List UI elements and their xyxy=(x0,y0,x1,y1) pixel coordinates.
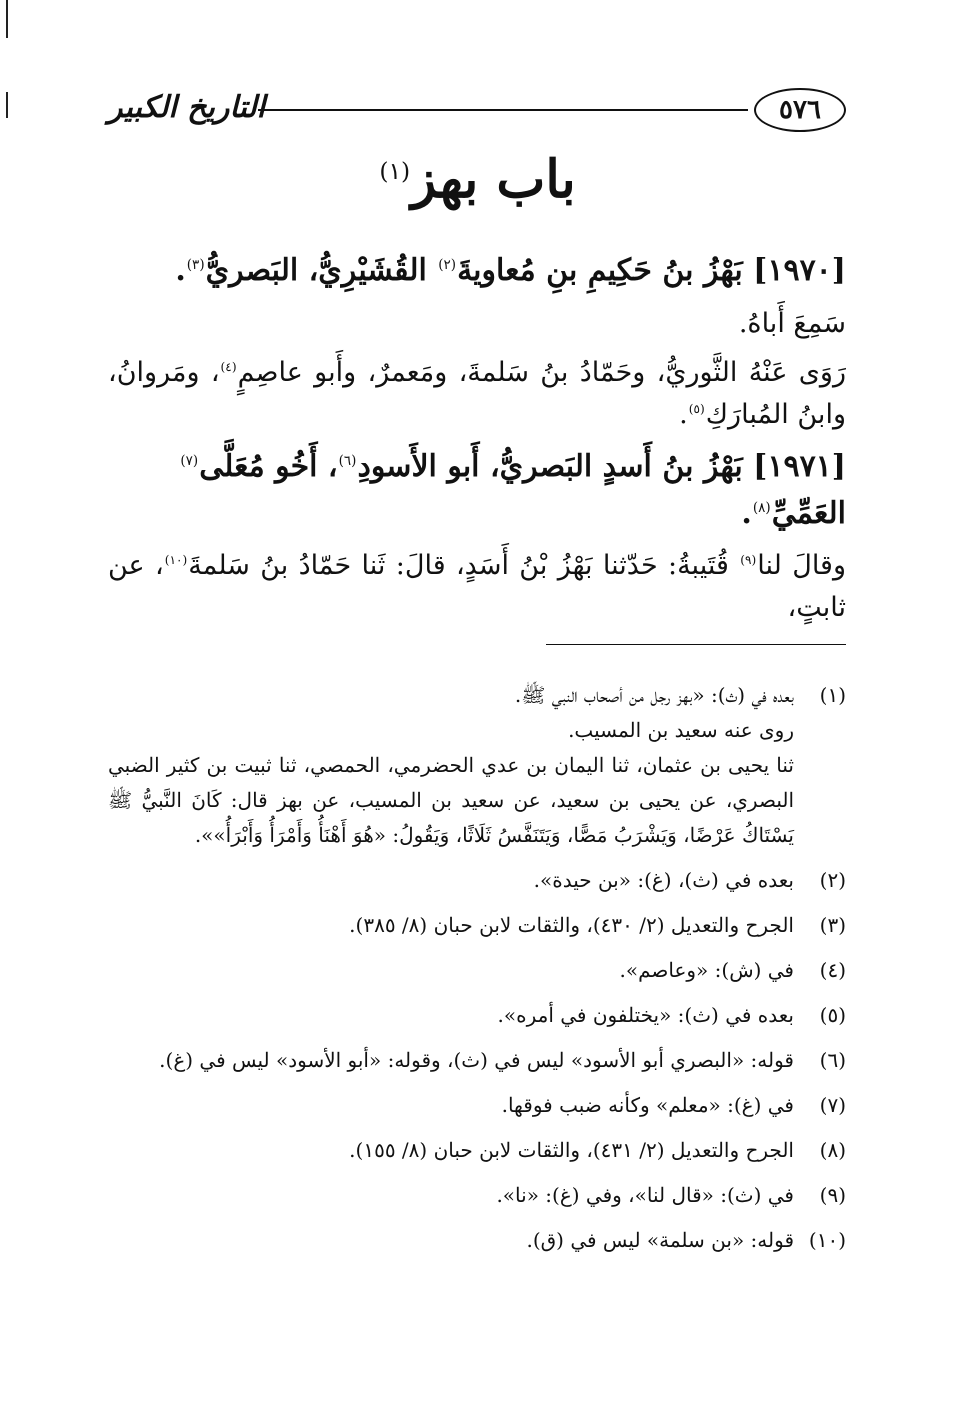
footnote-item xyxy=(108,908,846,943)
footnote-item xyxy=(108,1178,846,1213)
footnote-line: قوله: «البصري أبو الأسود» ليس في (ث)، وقوله: «أبو الأسود» ليس في (غ). xyxy=(159,1048,794,1072)
footnote-item xyxy=(108,863,846,898)
footnote-line: في (ش): «وعاصم». xyxy=(619,958,794,982)
page-header xyxy=(108,84,846,142)
entry-heading-text: العَمِّيِّ xyxy=(771,495,846,531)
entry-1970-line-1: سَمِعَ أَباهُ. xyxy=(738,307,846,339)
entry-1971-line-1 xyxy=(108,545,846,629)
entry-1971-heading xyxy=(108,444,846,537)
footnote-number: (٦) xyxy=(819,1048,846,1072)
entry-1970-line-2 xyxy=(108,352,846,436)
footnote-ref: (١) xyxy=(379,156,411,185)
footnote-line: الجرح والتعديل (٢/ ٤٣١)، والثقات لابن حبان (٨/ ١٥٥). xyxy=(349,1138,794,1162)
footnote-number: (٥) xyxy=(819,1003,846,1027)
page-edge-mark-top xyxy=(6,0,8,38)
footnote-number: (٧) xyxy=(819,1093,846,1117)
footnote-item xyxy=(108,1088,846,1123)
footnote-number: (٣) xyxy=(819,913,846,937)
entry-heading-text: [١٩٧١] بَهْزُ بنُ أَسدٍ البَصريُّ، أَبو الأَسودِ xyxy=(357,449,846,485)
page-number: ٥٧٦ xyxy=(754,88,846,132)
footnote-item xyxy=(108,1133,846,1168)
footnote-ref: (٩) xyxy=(740,553,757,568)
footnote-body xyxy=(108,1178,794,1213)
footnote-body xyxy=(108,1043,794,1078)
footnote-body xyxy=(108,1133,794,1168)
footnote-body xyxy=(108,678,794,853)
footnote-ref: (٧) xyxy=(180,453,199,470)
entry-text: ، ومَروانُ، وابنُ المُبارَكِ xyxy=(108,357,846,431)
entry-1970-heading xyxy=(108,248,846,295)
entry-text: ، عن ثابتٍ، xyxy=(108,550,846,623)
entry-heading-text: . xyxy=(175,253,186,288)
footnote-ref: (١٠) xyxy=(164,553,188,568)
footnote-body xyxy=(108,998,794,1033)
footnote-line: بعده في (ث): «بهز رجل من أصحاب النبي ﷺ. xyxy=(514,683,794,707)
footnote-number: (١٠) xyxy=(808,1228,846,1252)
footnote-body xyxy=(108,908,794,943)
footnote-number: (١) xyxy=(819,683,846,707)
entry-text: . xyxy=(679,399,688,431)
main-text xyxy=(108,248,846,637)
footnote-line: بعده في (ث): «يختلفون في أمره». xyxy=(497,1003,794,1027)
footnote-line: الجرح والتعديل (٢/ ٤٣٠)، والثقات لابن حبان (٨/ ٣٨٥). xyxy=(349,913,794,937)
footnote-line: بعده في (ث)، (غ): «بن حيدة». xyxy=(533,868,794,892)
footnote-line: في (غ): «معلم» وكأنه ضبب فوقها. xyxy=(501,1093,794,1117)
entry-heading-text: . xyxy=(741,495,752,531)
footnote-body xyxy=(108,1223,794,1258)
footnote-body xyxy=(108,1088,794,1123)
footnote-ref: (٨) xyxy=(752,499,771,516)
footnote-number: (٢) xyxy=(819,868,846,892)
footnote-item xyxy=(108,1223,846,1258)
footnote-line: ثنا يحيى بن عثمان، ثنا اليمان بن عدي الحضرمي، الحمصي، ثنا ثبيت بن كثير الضبي البصري، عن يحيى بن سعيد، عن سعيد بن المسيب، عن بهز قال: كَانَ النَّبيُّ ﷺ يَسْتَاكُ عَرْضًا، وَيَشْرَبُ مَصًّا، وَيَتَنَفَّسُ ثَلَاثًا، وَيَقُولُ: «هُوَ أَهْنَأُ وَأَمْرَأُ وَأَبْرَأُ»». xyxy=(108,753,794,847)
footnote-line: قوله: «بن سلمة» ليس في (ق). xyxy=(526,1228,794,1252)
footnote-item xyxy=(108,1043,846,1078)
chapter-title xyxy=(108,146,846,214)
footnote-ref: (٥) xyxy=(688,402,705,417)
footnote-line: في (ث): «قال لنا»، وفي (غ): «نا». xyxy=(496,1183,794,1207)
footnote-ref: (٣) xyxy=(186,257,205,273)
entry-heading-text: [١٩٧٠] بَهْزُ بنُ حَكِيمِ بنِ مُعاويةَ xyxy=(457,253,846,288)
page-edge-mark-middle xyxy=(6,92,8,118)
entry-text: رَوَى عَنْهُ الثَّوريُّ، وحَمّادُ بنُ سَلمةَ، ومَعمرٌ، وأَبو عاصِمٍ xyxy=(237,357,846,389)
footnote-line: روى عنه سعيد بن المسيب. xyxy=(568,718,794,742)
footnote-body xyxy=(108,953,794,988)
entry-text: وقالَ لنا xyxy=(757,550,846,582)
footnote-item xyxy=(108,953,846,988)
entry-heading-text: القُشَيْرِيُّ، البَصريُّ xyxy=(205,253,438,288)
footnote-ref: (٦) xyxy=(338,453,357,470)
footnote-divider xyxy=(546,644,846,645)
footnote-item xyxy=(108,998,846,1033)
entry-heading-text: ، أَخُو مُعَلَّى xyxy=(199,449,338,485)
entry-text: قُتَيبةُ: حَدّثنا بَهْزُ بْنُ أَسَدٍ، قالَ: ثَنا حَمّادُ بنُ سَلمةَ xyxy=(188,550,740,582)
footnotes xyxy=(108,678,846,1268)
footnote-item xyxy=(108,678,846,853)
running-title: التاريخ الكبير xyxy=(108,90,266,125)
footnote-number: (٨) xyxy=(819,1138,846,1162)
footnote-ref: (٢) xyxy=(438,257,457,273)
chapter-title-text: باب بهز xyxy=(411,149,576,210)
footnote-number: (٩) xyxy=(819,1183,846,1207)
header-rule xyxy=(258,109,748,111)
footnote-body xyxy=(108,863,794,898)
footnote-number: (٤) xyxy=(819,958,846,982)
footnote-ref: (٤) xyxy=(220,360,237,375)
